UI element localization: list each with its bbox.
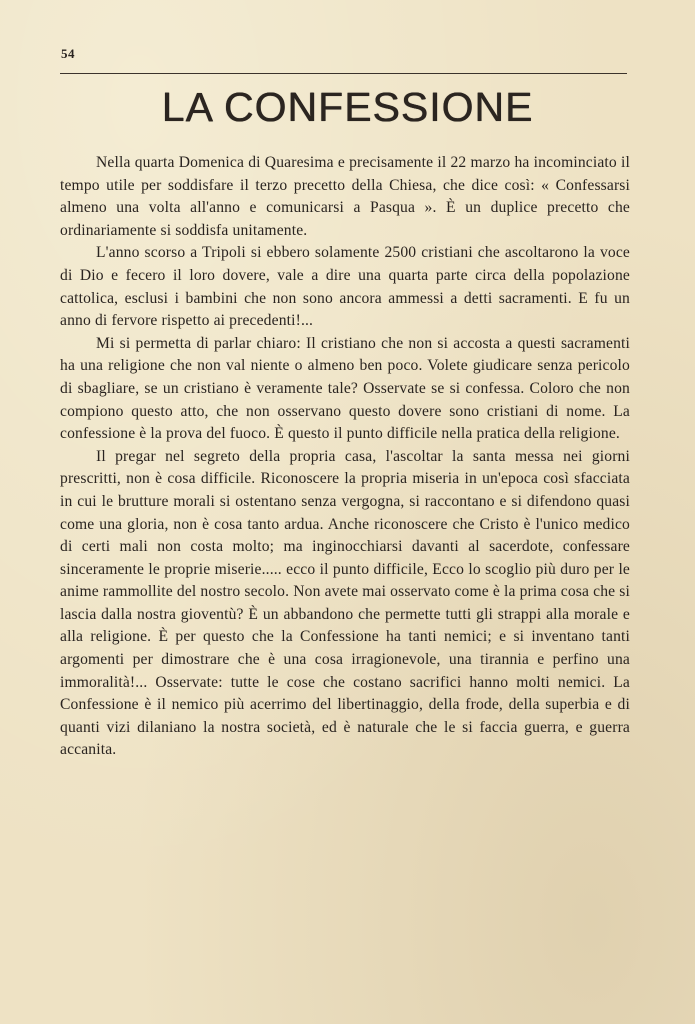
- header-rule: [60, 73, 627, 74]
- paragraph-2: L'anno scorso a Tripoli si ebbero solamente 2500 cristiani che ascoltarono la voce di Dio e fecero il loro dovere, vale a dire una quarta parte circa della popolazione cattolica, esclusi i bambini che non sono ancora ammessi a detti sacramenti. E fu un anno di fervore rispetto ai precedenti!...: [60, 244, 630, 330]
- page-title: LA CONFESSIONE: [161, 84, 534, 130]
- article-body: [60, 152, 630, 762]
- paragraph-3: Mi si permetta di parlar chiaro: Il cristiano che non si accosta a questi sacramenti ha una religione che non val niente o almeno ben poco. Volete giudicare senza pericolo di sbagliare, se un cristiano è veramente tale? Osservate se si confessa. Coloro che non compiono questo atto, che non osservano questo dovere sono cristiani di nome. La confessione è la prova del fuoco. È questo il punto difficile nella pratica della religione.: [60, 334, 630, 443]
- page-number: 54: [61, 46, 75, 61]
- paragraph-4: Il pregar nel segreto della propria casa, l'ascoltar la santa messa nei giorni prescritti, non è cosa difficile. Riconoscere la propria miseria in un'epoca così sfacciata in cui le brutture morali si ostentano senza vergogna, si raccontano e si difendono quasi come una gloria, non è cosa tanto ardua. Anche riconoscere che Cristo è l'unico medico di certi mali non costa molto; ma inginocchiarsi davanti al sacerdote, confessare sinceramente le proprie miserie..... ecco il punto difficile, Ecco lo scoglio più duro per le anime rammollite del nostro secolo. Non avete mai osservato come è la prima cosa che si lascia dalla nostra gioventù? È un abbandono che permette tutti gli strappi alla morale e alla religione. È per questo che la Confessione ha tanti nemici; e si inventano tanti argomenti per dimostrare che è una cosa irragionevole, una tirannia e perfino una immoralità!... Osservate: tutte le cose che costano sacrifici hanno molti nemici. La Confessione è il nemico più acerrimo del libertinaggio, della frode, della superbia e di quanti vizi dilaniano la nostra società, ed è naturale che le si faccia guerra, e guerra accanita.: [60, 447, 630, 759]
- paragraph-1: Nella quarta Domenica di Quaresima e precisamente il 22 marzo ha incominciato il tempo utile per soddisfare il terzo precetto della Chiesa, che dice così: « Confessarsi almeno una volta all'anno e comunicarsi a Pasqua ». È un duplice precetto che ordinariamente si soddisfa unitamente.: [60, 154, 630, 239]
